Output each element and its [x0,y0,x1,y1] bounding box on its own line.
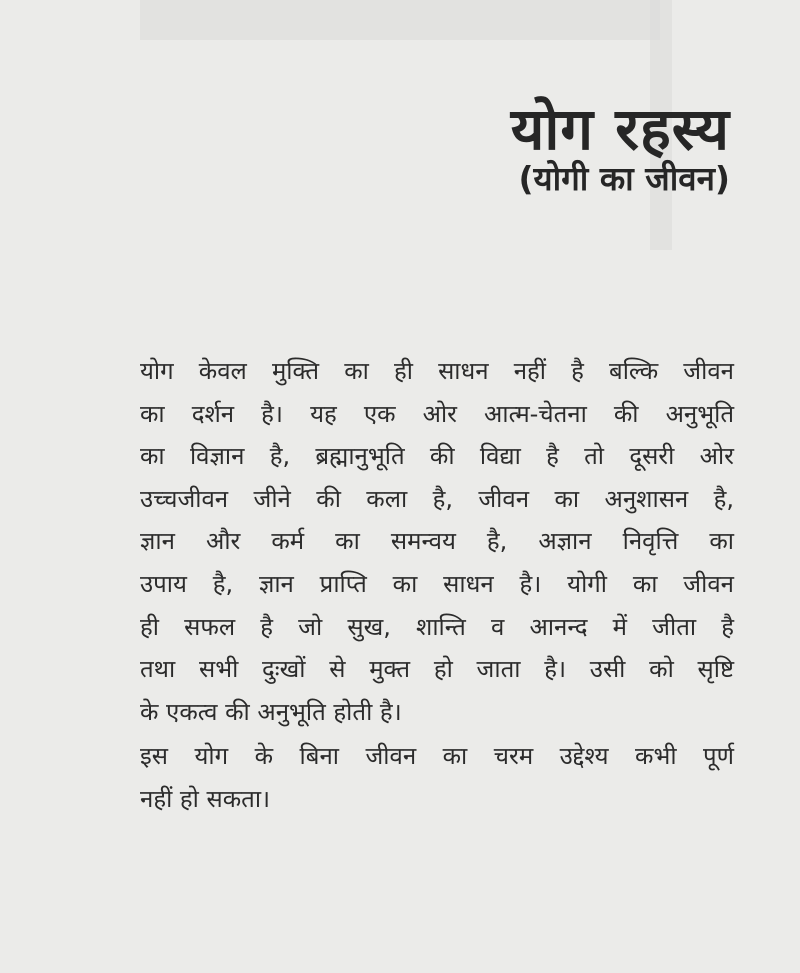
chapter-title: योग रहस्य [510,94,730,163]
text-line: ही सफल है जो सुख, शान्ति व आनन्द में जीता है [140,612,734,641]
text-line: उच्चजीवन जीने की कला है, जीवन का अनुशासन है, [140,484,734,513]
bleed-through-block [140,0,660,40]
text-line: के एकत्व की अनुभूति होती है। [140,697,402,726]
text-line: ज्ञान और कर्म का समन्वय है, अज्ञान निवृत्ति का [140,527,734,556]
text-line: का दर्शन है। यह एक ओर आत्म-चेतना की अनुभूति [140,399,734,428]
text-line: तथा सभी दुःखों से मुक्त हो जाता है। उसी को सृष्टि [140,655,734,684]
text-line: का विज्ञान है, ब्रह्मानुभूति की विद्या है तो दूसरी ओर [140,442,734,471]
paragraph [140,350,734,733]
text-line: योग केवल मुक्ति का ही साधन नहीं है बल्कि जीवन [140,357,734,385]
chapter-subtitle: (योगी का जीवन) [518,159,730,199]
text-line: नहीं हो सकता। [140,784,271,813]
text-line: उपाय है, ज्ञान प्राप्ति का साधन है। योगी का जीवन [140,569,734,598]
text-line: इस योग के बिना जीवन का चरम उद्देश्य कभी पूर्ण [140,742,734,771]
paragraph [140,735,734,820]
body-text [140,350,734,821]
